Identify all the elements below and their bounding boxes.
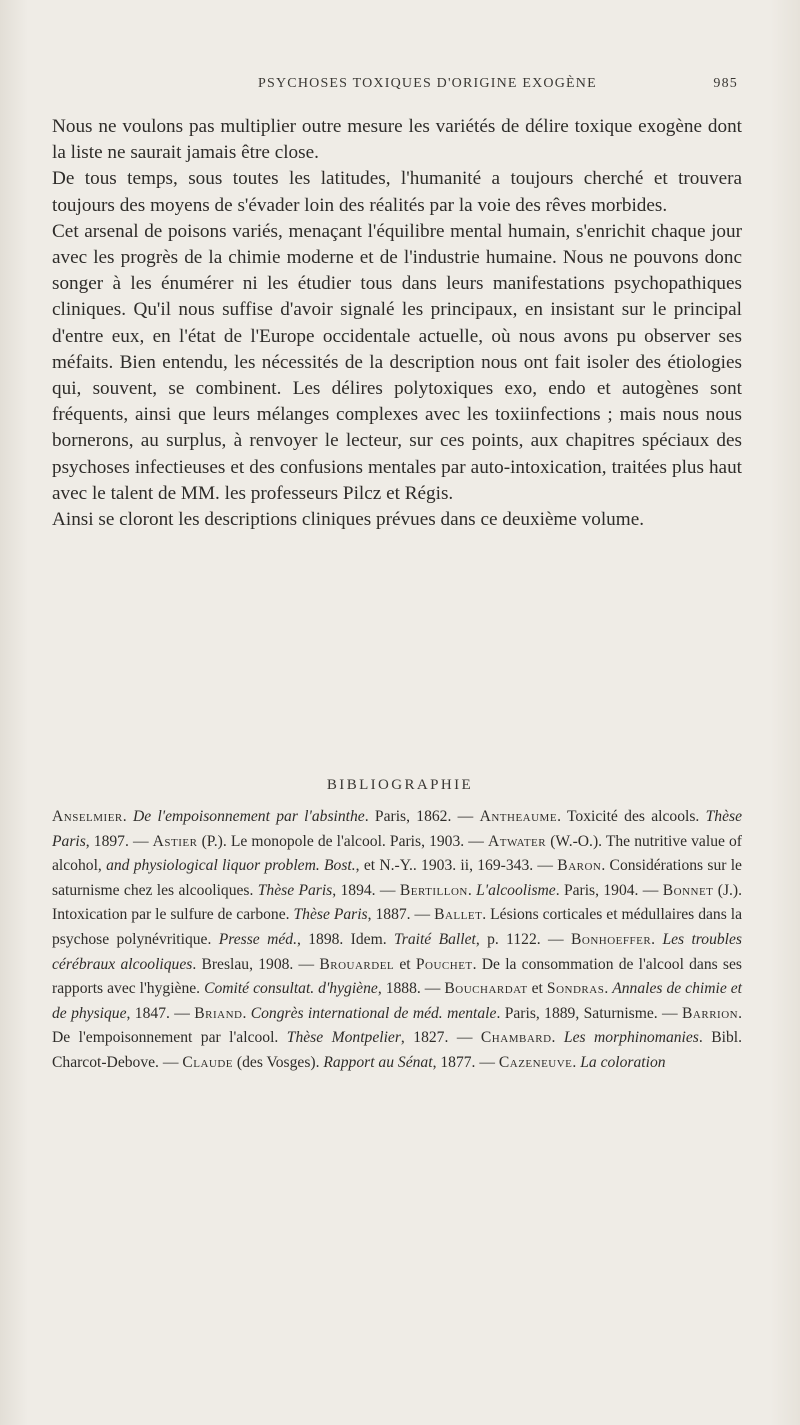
entry-text: . De l'empoisonnement par l'alcool. <box>52 1004 742 1047</box>
entry-author: Bonhoeffer <box>570 930 652 948</box>
bibliography-entry <box>499 1054 666 1071</box>
entry-author: Bonnet <box>662 881 714 899</box>
entry-rest: , 1847. — <box>126 1004 195 1022</box>
entry-title: Thèse Paris <box>257 881 333 899</box>
entry-text: . <box>572 1053 581 1071</box>
entry-title: Les morphinomanies <box>563 1029 699 1047</box>
entry-text: et <box>527 980 547 998</box>
entry-title: Rapport au Sénat <box>323 1053 433 1071</box>
paragraph: Nous ne voulons pas multiplier outre mesure les variétés de délire toxique exogène dont la liste ne saurait jamais être close. <box>52 116 742 164</box>
entry-title: Presse méd. <box>218 930 297 948</box>
entry-title: Les troubles cérébraux alcooliques <box>52 930 742 973</box>
entry-author: Anselmier <box>52 808 123 825</box>
entry-author: Chambard <box>480 1029 552 1047</box>
entry-title: L'alcoolisme <box>476 881 556 899</box>
entry-rest: , 1827. — <box>400 1029 481 1047</box>
entry-text: . De la consommation de l'alcool dans ses rapports avec l'hygiène. <box>52 955 742 998</box>
entry-rest: . Bibl. Charcot-Debove. — <box>52 1029 742 1071</box>
bibliography-entries <box>52 805 742 1076</box>
bibliography <box>52 805 742 1076</box>
entry-text: . <box>651 930 663 948</box>
entry-text: . <box>551 1029 564 1047</box>
entry-author: Barrion <box>682 1004 739 1022</box>
entry-text: (des Vosges). <box>233 1053 324 1071</box>
entry-text: . <box>122 808 133 825</box>
bibliography-entry <box>194 1005 682 1022</box>
entry-author: Bertillon <box>399 881 468 899</box>
entry-rest: . Paris, 1904. — <box>555 881 663 899</box>
entry-title: Thèse Paris <box>52 808 742 850</box>
entry-text: . Lésions corticales et médullaires dans la psychose polynévritique. <box>52 906 742 948</box>
entry-author: Ballet <box>434 906 483 924</box>
entry-text: (P.). Le monopole de l'alcool. Paris, 1903. — <box>197 832 488 850</box>
paragraph: De tous temps, sous toutes les latitudes, l'humanité a toujours cherché et trouvera toujours des moyens de s'évader loin des réalités par la voie des rêves morbides. <box>52 168 742 216</box>
entry-author: Astier <box>152 832 198 850</box>
entry-title: Traité Ballet <box>393 930 476 948</box>
entry-author: Sondras <box>546 980 605 998</box>
entry-title: La coloration <box>580 1053 666 1071</box>
entry-rest: , 1877. — <box>432 1053 499 1071</box>
entry-text: . Considérations sur le saturnisme chez les alcooliques. <box>52 857 742 899</box>
bibliography-entry <box>52 808 480 825</box>
bibliography-entry <box>182 1054 499 1071</box>
entry-text: . <box>604 980 613 998</box>
page-number: 985 <box>713 76 738 91</box>
entry-rest: , p. 1122. — <box>475 930 571 948</box>
entry-title: Thèse Montpelier <box>286 1029 401 1047</box>
entry-author: Brouardel <box>319 955 395 973</box>
paragraph: Cet arsenal de poisons variés, menaçant l'équilibre mental humain, s'enrichit chaque jour avec les progrès de la chimie moderne et de l'industrie humaine. Nous ne pouvons donc songer à les énumérer ni les étudier tous dans leurs manifestations psychopathiques cliniques. Qu'il nous suffise d'avoir signalé les principaux, en insistant sur le principal d'entre eux, en l'état de l'Europe occidentale actuelle, où nous avons pu observer ses méfaits. Bien entendu, les nécessités de la description nous ont fait isoler des étiologies qui, souvent, se combinent. Les délires polytoxiques exo, endo et autogènes sont fréquents, ainsi que leurs mélanges complexes avec les toxiinfections ; mais nous nous bornerons, au surplus, à renvoyer le lecteur, sur ces points, aux chapitres spéciaux des psychoses infectieuses et des confusions mentales par auto-intoxication, traitées plus haut avec le talent de MM. les professeurs Pilcz et Régis. <box>52 220 742 504</box>
entry-author: Baron <box>557 857 602 875</box>
bibliography-heading: BIBLIOGRAPHIE <box>326 777 474 793</box>
entry-title: Annales de chimie et de physique <box>52 980 742 1022</box>
entry-author: Cazeneuve <box>498 1053 573 1071</box>
bibliography-entry <box>444 980 547 997</box>
paragraph: Ainsi se cloront les descriptions cliniques prévues dans ce deuxième volume. <box>52 509 645 531</box>
entry-text: . <box>242 1004 251 1022</box>
entry-author: Bouchardat <box>444 980 528 998</box>
entry-rest: . Breslau, 1908. — <box>192 955 320 973</box>
body-text <box>52 114 742 533</box>
bibliography-entry <box>319 956 416 973</box>
entry-rest: , 1894. — <box>332 881 400 899</box>
entry-text: et <box>394 955 416 973</box>
bibliography-entry <box>394 931 571 948</box>
entry-text: . <box>467 881 477 899</box>
entry-title: Comité consultat. d'hygiène <box>204 980 378 998</box>
entry-author: Briand <box>194 1004 243 1022</box>
entry-rest: , et N.-Y.. 1903. ii, 169-343. — <box>355 857 558 875</box>
entry-title: Thèse Paris <box>293 906 368 924</box>
entry-text: . Toxicité des alcools. <box>557 808 706 825</box>
entry-author: Claude <box>182 1053 234 1071</box>
entry-text: (J.). Intoxication par le sulfure de carbone. <box>52 881 742 924</box>
bibliography-entry <box>153 833 488 850</box>
entry-title: Congrès international de méd. mentale <box>250 1004 497 1022</box>
entry-text: (W.-O.). The nutritive value of alcohol, <box>52 832 742 875</box>
entry-rest: , 1898. Idem. <box>296 930 394 948</box>
entry-title: De l'empoisonnement par l'absinthe <box>132 808 365 825</box>
entry-author: Antheaume <box>479 808 558 825</box>
entry-rest: . Paris, 1889, Saturnisme. — <box>496 1004 683 1022</box>
entry-author: Atwater <box>487 832 547 850</box>
entry-rest: , 1888. — <box>377 980 445 998</box>
entry-rest: . Paris, 1862. — <box>364 808 480 825</box>
entry-rest: , 1887. — <box>367 906 435 924</box>
entry-author: Pouchet <box>415 955 473 973</box>
entry-rest: , 1897. — <box>85 832 153 850</box>
running-title: PSYCHOSES TOXIQUES D'ORIGINE EXOGÈNE <box>258 76 597 91</box>
bibliography-entry <box>400 882 663 899</box>
entry-title: and physiological liquor problem. Bost. <box>106 857 356 875</box>
